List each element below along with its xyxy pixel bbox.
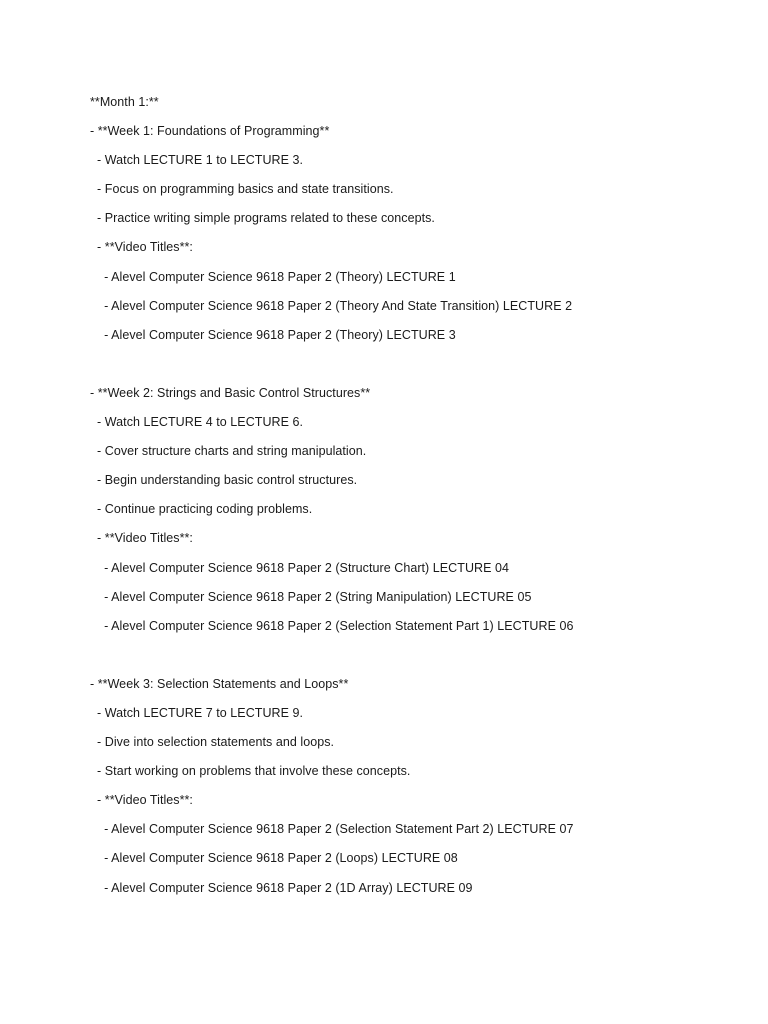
list-item: - Start working on problems that involve these concepts. xyxy=(90,764,411,779)
blank-line xyxy=(90,645,730,674)
list-item: - Practice writing simple programs related to these concepts. xyxy=(90,211,435,226)
list-item: - Watch LECTURE 1 to LECTURE 3. xyxy=(90,153,304,168)
list-item: - Watch LECTURE 4 to LECTURE 6. xyxy=(90,415,304,430)
video-titles-heading: - **Video Titles**: xyxy=(90,793,193,808)
list-item: - Cover structure charts and string manipulation. xyxy=(90,444,367,459)
video-title-item: - Alevel Computer Science 9618 Paper 2 (Selection Statement Part 1) LECTURE 06 xyxy=(90,618,574,633)
list-item: - Begin understanding basic control structures. xyxy=(90,473,358,488)
blank-line xyxy=(90,354,730,383)
week-3-heading: - **Week 3: Selection Statements and Loops** xyxy=(90,676,349,691)
video-titles-heading: - **Video Titles**: xyxy=(90,531,193,546)
week-2-heading: - **Week 2: Strings and Basic Control Structures** xyxy=(90,385,371,400)
video-title-item: - Alevel Computer Science 9618 Paper 2 (Theory) LECTURE 1 xyxy=(90,269,456,284)
week-1-heading: - **Week 1: Foundations of Programming** xyxy=(90,124,330,139)
document-body xyxy=(90,92,730,907)
video-title-item: - Alevel Computer Science 9618 Paper 2 (String Manipulation) LECTURE 05 xyxy=(90,589,532,604)
video-title-item: - Alevel Computer Science 9618 Paper 2 (Loops) LECTURE 08 xyxy=(90,851,458,866)
video-title-item: - Alevel Computer Science 9618 Paper 2 (Selection Statement Part 2) LECTURE 07 xyxy=(90,822,574,837)
list-item: - Watch LECTURE 7 to LECTURE 9. xyxy=(90,705,304,720)
video-title-item: - Alevel Computer Science 9618 Paper 2 (1D Array) LECTURE 09 xyxy=(90,880,473,895)
video-titles-heading: - **Video Titles**: xyxy=(90,240,193,255)
video-title-item: - Alevel Computer Science 9618 Paper 2 (Theory) LECTURE 3 xyxy=(90,327,456,342)
list-item: - Focus on programming basics and state transitions. xyxy=(90,182,394,197)
video-title-item: - Alevel Computer Science 9618 Paper 2 (Theory And State Transition) LECTURE 2 xyxy=(90,298,573,313)
month-heading: **Month 1:** xyxy=(90,95,159,109)
list-item: - Dive into selection statements and loops. xyxy=(90,735,335,750)
list-item: - Continue practicing coding problems. xyxy=(90,502,313,517)
video-title-item: - Alevel Computer Science 9618 Paper 2 (Structure Chart) LECTURE 04 xyxy=(90,560,510,575)
